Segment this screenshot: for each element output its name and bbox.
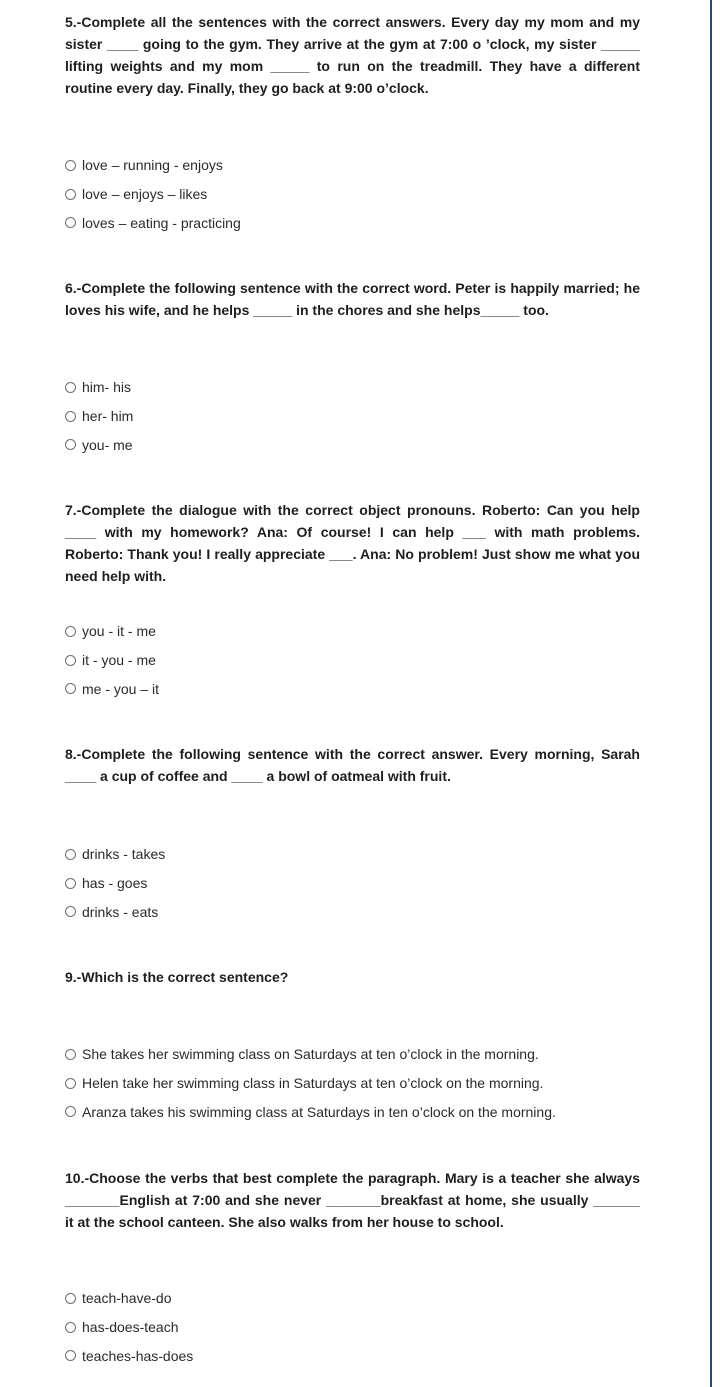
radio-button[interactable] [65, 1293, 76, 1304]
option-label: drinks - takes [82, 846, 166, 863]
option-c[interactable] [65, 674, 159, 703]
option-b[interactable] [65, 1069, 556, 1098]
option-label: me - you – it [82, 680, 160, 697]
radio-button[interactable] [65, 626, 76, 637]
option-b[interactable] [65, 646, 159, 675]
radio-button[interactable] [65, 878, 76, 889]
radio-button[interactable] [65, 1350, 76, 1361]
option-label: her- him [82, 408, 134, 425]
radio-button[interactable] [65, 683, 76, 694]
options-question-5 [65, 151, 241, 237]
radio-button[interactable] [65, 849, 76, 860]
option-label: you - it - me [82, 623, 156, 640]
radio-button[interactable] [65, 439, 76, 450]
option-label: you- me [82, 436, 133, 453]
option-label: has - goes [82, 875, 148, 892]
page-edge-line [710, 0, 712, 1387]
radio-button[interactable] [65, 160, 76, 171]
question-text: 8.-Complete the following sentence with the correct answer. Every morning, Sarah ____ a cup of coffee and ____ a bowl of oatmeal with fruit. [65, 746, 640, 784]
option-a[interactable] [65, 840, 165, 869]
option-a[interactable] [65, 617, 159, 646]
option-c[interactable] [65, 1341, 193, 1370]
radio-button[interactable] [65, 1322, 76, 1333]
options-question-7 [65, 617, 159, 703]
options-question-10 [65, 1284, 193, 1370]
option-b[interactable] [65, 402, 133, 431]
option-a[interactable] [65, 373, 133, 402]
radio-button[interactable] [65, 906, 76, 917]
question-9 [65, 966, 640, 988]
options-question-8 [65, 840, 165, 926]
option-label: Aranza takes his swimming class at Saturdays in ten o’clock on the morning. [82, 1103, 556, 1120]
option-label: has-does-teach [82, 1319, 179, 1336]
option-a[interactable] [65, 1040, 556, 1069]
radio-button[interactable] [65, 411, 76, 422]
option-c[interactable] [65, 1097, 556, 1126]
question-5 [65, 11, 640, 99]
option-a[interactable] [65, 151, 241, 180]
radio-button[interactable] [65, 382, 76, 393]
option-a[interactable] [65, 1284, 193, 1313]
question-text: 6.-Complete the following sentence with the correct word. Peter is happily married; he loves his wife, and he helps _____ in the chores and she helps_____ too. [65, 280, 640, 318]
option-label: love – enjoys – likes [82, 186, 208, 203]
option-label: teach-have-do [82, 1290, 172, 1307]
question-8 [65, 743, 640, 787]
option-label: Helen take her swimming class in Saturdays at ten o’clock on the morning. [82, 1075, 544, 1092]
radio-button[interactable] [65, 1106, 76, 1117]
option-label: it - you - me [82, 652, 156, 669]
question-text: 9.-Which is the correct sentence? [65, 969, 289, 985]
question-10 [65, 1167, 640, 1233]
option-b[interactable] [65, 1313, 193, 1342]
option-label: loves – eating - practicing [82, 214, 241, 231]
radio-button[interactable] [65, 655, 76, 666]
question-text: 10.-Choose the verbs that best complete the paragraph. Mary is a teacher she always _______English at 7:00 and she never _______breakfast at home, she usually ______ it at the school canteen. She also walks from her house to school. [65, 1170, 640, 1230]
option-c[interactable] [65, 897, 165, 926]
radio-button[interactable] [65, 1049, 76, 1060]
option-label: drinks - eats [82, 903, 159, 920]
options-question-9 [65, 1040, 556, 1126]
question-7 [65, 499, 640, 587]
radio-button[interactable] [65, 189, 76, 200]
options-question-6 [65, 373, 133, 459]
option-label: teaches-has-does [82, 1347, 194, 1364]
option-label: him- his [82, 379, 132, 396]
radio-button[interactable] [65, 217, 76, 228]
question-text: 5.-Complete all the sentences with the correct answers. Every day my mom and my sister ____ going to the gym. They arrive at the gym at 7:00 o ’clock, my sister _____ lifting weights and my mom _____ to run on the treadmill. They have a different routine every day. Finally, they go back at 9:00 o’clock. [65, 14, 640, 96]
option-label: love – running - enjoys [82, 157, 223, 174]
radio-button[interactable] [65, 1078, 76, 1089]
option-c[interactable] [65, 430, 133, 459]
option-b[interactable] [65, 180, 241, 209]
question-6 [65, 277, 640, 321]
option-b[interactable] [65, 869, 165, 898]
option-c[interactable] [65, 208, 241, 237]
question-text: 7.-Complete the dialogue with the correct object pronouns. Roberto: Can you help ____ with my homework? Ana: Of course! I can help ___ with math problems. Roberto: Thank you! I really appreciate ___. Ana: No problem! Just show me what you need help with. [65, 502, 640, 584]
option-label: She takes her swimming class on Saturdays at ten o’clock in the morning. [82, 1046, 539, 1063]
